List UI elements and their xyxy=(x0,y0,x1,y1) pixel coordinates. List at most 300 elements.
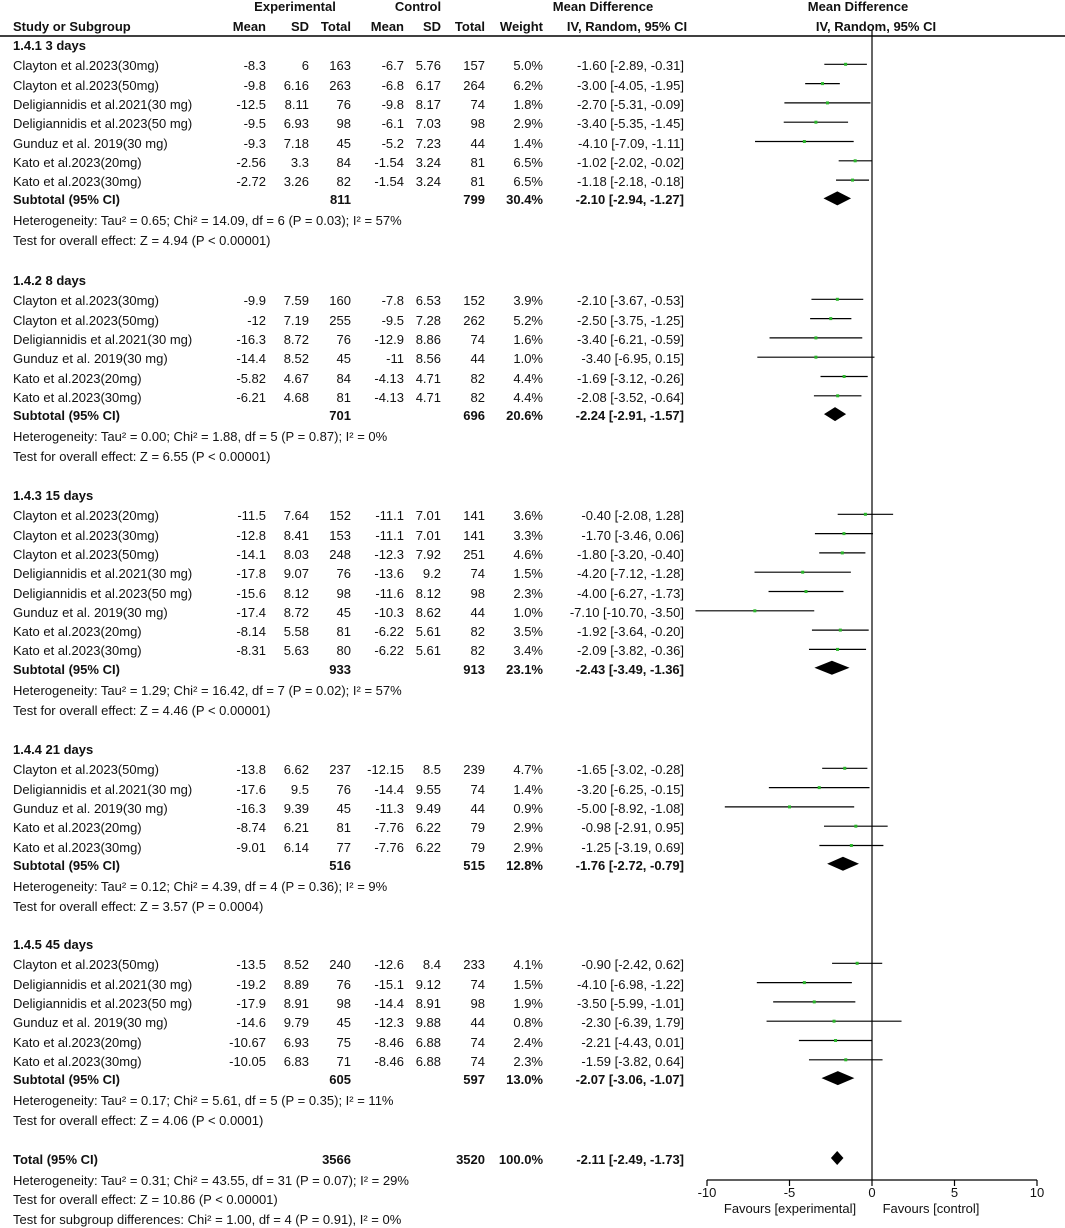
weight-value: 1.4% xyxy=(513,135,543,151)
md-ci-value: -3.40 [-6.21, -0.59] xyxy=(577,331,684,347)
exp-mean: -6.21 xyxy=(236,389,266,405)
subtotal-label: Subtotal (95% CI) xyxy=(13,857,120,873)
subtotal-ctrl-total: 799 xyxy=(463,192,485,208)
ctrl-total: 141 xyxy=(463,508,485,524)
header-md-method: IV, Random, 95% CI xyxy=(566,19,688,34)
exp-sd: 9.07 xyxy=(283,566,309,582)
exp-sd: 6.93 xyxy=(283,1034,309,1050)
md-ci-value: -4.00 [-6.27, -1.73] xyxy=(577,585,684,601)
ctrl-sd: 7.28 xyxy=(415,312,441,328)
ctrl-mean: -13.6 xyxy=(374,566,404,582)
ctrl-sd: 8.5 xyxy=(422,762,441,778)
exp-total: 75 xyxy=(336,1034,351,1050)
header-md-title: Mean Difference xyxy=(552,0,654,14)
ctrl-mean: -7.76 xyxy=(374,839,404,855)
exp-total: 76 xyxy=(336,781,351,797)
ctrl-total: 98 xyxy=(470,116,485,132)
ctrl-total: 98 xyxy=(470,995,485,1011)
ctrl-sd: 7.92 xyxy=(415,546,441,562)
point-estimate-marker xyxy=(854,825,857,828)
study-name: Kato et al.2023(20mg) xyxy=(13,370,142,386)
ctrl-mean: -12.9 xyxy=(374,331,404,347)
exp-mean: -17.9 xyxy=(236,995,266,1011)
md-ci-value: -3.20 [-6.25, -0.15] xyxy=(577,781,684,797)
total-ci: -2.11 [-2.49, -1.73] xyxy=(576,1152,684,1167)
ctrl-sd: 4.71 xyxy=(415,389,441,405)
study-name: Deligiannidis et al.2023(50 mg) xyxy=(13,995,193,1011)
ctrl-sd: 9.2 xyxy=(422,566,441,582)
md-ci-value: -3.50 [-5.99, -1.01] xyxy=(577,995,684,1011)
point-estimate-marker xyxy=(856,962,859,965)
ctrl-mean: -11.6 xyxy=(375,585,404,601)
weight-value: 1.9% xyxy=(513,995,543,1011)
subtotal-weight: 20.6% xyxy=(506,408,543,424)
ctrl-mean: -6.8 xyxy=(381,77,404,93)
exp-total: 45 xyxy=(336,604,351,620)
ctrl-sd: 6.22 xyxy=(415,820,441,836)
total-diamond xyxy=(831,1151,844,1165)
exp-sd: 8.72 xyxy=(283,604,309,620)
header-c-sd: SD xyxy=(422,19,441,34)
weight-value: 0.8% xyxy=(513,1015,543,1031)
exp-mean: -13.8 xyxy=(236,762,266,778)
exp-total: 76 xyxy=(336,976,351,992)
exp-total: 98 xyxy=(336,995,351,1011)
exp-total: 81 xyxy=(336,389,351,405)
exp-total: 45 xyxy=(336,351,351,367)
x-tick-label: 5 xyxy=(950,1185,959,1200)
study-name: Clayton et al.2023(20mg) xyxy=(13,508,159,524)
weight-value: 6.5% xyxy=(513,154,543,170)
ctrl-mean: -4.13 xyxy=(374,370,404,386)
study-name: Clayton et al.2023(50mg) xyxy=(13,546,159,562)
ctrl-total: 82 xyxy=(470,389,485,405)
point-estimate-marker xyxy=(814,356,817,359)
weight-value: 6.2% xyxy=(513,77,543,93)
ctrl-mean: -11.1 xyxy=(375,527,404,543)
md-ci-value: -4.10 [-7.09, -1.11] xyxy=(578,135,684,151)
weight-value: 2.4% xyxy=(513,1034,543,1050)
exp-mean: -9.8 xyxy=(243,77,266,93)
total-weight: 100.0% xyxy=(498,1152,543,1167)
exp-sd: 3.26 xyxy=(283,174,309,190)
ctrl-sd: 7.01 xyxy=(415,527,441,543)
exp-total: 84 xyxy=(336,370,351,386)
ctrl-total: 44 xyxy=(470,604,485,620)
exp-sd: 8.91 xyxy=(283,995,309,1011)
weight-value: 4.4% xyxy=(513,370,543,386)
md-ci-value: -0.40 [-2.08, 1.28] xyxy=(581,508,684,524)
subtotal-diamond xyxy=(822,1071,855,1085)
study-name: Kato et al.2023(30mg) xyxy=(13,174,142,190)
ctrl-mean: -15.1 xyxy=(374,976,404,992)
subgroup-difference-text: Test for subgroup differences: Chi² = 1.00, df = 4 (P = 0.91), I² = 0% xyxy=(13,1212,402,1227)
exp-total: 163 xyxy=(329,58,351,74)
ctrl-total: 157 xyxy=(463,58,485,74)
header-c-total: Total xyxy=(454,19,485,34)
point-estimate-marker xyxy=(850,844,853,847)
weight-value: 3.3% xyxy=(513,527,543,543)
study-name: Deligiannidis et al.2021(30 mg) xyxy=(13,331,193,347)
weight-value: 0.9% xyxy=(513,800,543,816)
ctrl-sd: 8.86 xyxy=(415,331,441,347)
subtotal-exp-total: 605 xyxy=(329,1072,351,1088)
point-estimate-marker xyxy=(851,179,854,182)
ctrl-mean: -9.5 xyxy=(381,312,404,328)
exp-mean: -17.6 xyxy=(236,781,266,797)
header-e-sd: SD xyxy=(290,19,309,34)
subtotal-ci: -2.24 [-2.91, -1.57] xyxy=(575,408,684,424)
weight-value: 1.8% xyxy=(513,96,543,112)
exp-sd: 5.63 xyxy=(283,643,309,659)
point-estimate-marker xyxy=(844,1058,847,1061)
weight-value: 2.9% xyxy=(513,839,543,855)
exp-mean: -12 xyxy=(247,312,266,328)
subtotal-ci: -2.07 [-3.06, -1.07] xyxy=(575,1072,684,1088)
point-estimate-marker xyxy=(839,629,842,632)
exp-total: 153 xyxy=(329,527,351,543)
exp-sd: 5.58 xyxy=(283,624,309,640)
ctrl-mean: -6.22 xyxy=(374,643,404,659)
ctrl-mean: -12.15 xyxy=(367,762,404,778)
header-e-mean: Mean xyxy=(232,19,266,34)
md-ci-value: -7.10 [-10.70, -3.50] xyxy=(569,604,684,620)
weight-value: 4.4% xyxy=(513,389,543,405)
md-ci-value: -0.90 [-2.42, 0.62] xyxy=(581,957,684,973)
md-ci-value: -1.59 [-3.82, 0.64] xyxy=(581,1053,684,1069)
study-name: Deligiannidis et al.2021(30 mg) xyxy=(13,566,193,582)
ctrl-total: 74 xyxy=(470,331,485,347)
study-name: Kato et al.2023(20mg) xyxy=(13,820,142,836)
md-ci-value: -1.69 [-3.12, -0.26] xyxy=(577,370,684,386)
ctrl-mean: -4.13 xyxy=(374,389,404,405)
exp-total: 240 xyxy=(329,957,351,973)
exp-sd: 4.68 xyxy=(283,389,309,405)
header-experimental: Experimental xyxy=(254,0,336,14)
exp-mean: -2.56 xyxy=(236,154,266,170)
md-ci-value: -3.40 [-5.35, -1.45] xyxy=(577,116,684,132)
favours-control-label: Favours [control] xyxy=(882,1201,980,1216)
ctrl-sd: 8.91 xyxy=(415,995,441,1011)
ctrl-total: 82 xyxy=(470,624,485,640)
exp-mean: -14.4 xyxy=(236,351,266,367)
weight-value: 2.9% xyxy=(513,820,543,836)
total-ctrl-total: 3520 xyxy=(456,1152,485,1167)
point-estimate-marker xyxy=(801,571,804,574)
weight-value: 1.5% xyxy=(513,566,543,582)
subtotal-label: Subtotal (95% CI) xyxy=(13,192,120,208)
header-plot-title: Mean Difference xyxy=(807,0,909,14)
exp-mean: -12.8 xyxy=(236,527,266,543)
ctrl-total: 44 xyxy=(470,351,485,367)
point-estimate-marker xyxy=(803,140,806,143)
exp-total: 76 xyxy=(336,566,351,582)
exp-total: 98 xyxy=(336,116,351,132)
x-tick-label: -5 xyxy=(783,1185,796,1200)
study-name: Clayton et al.2023(50mg) xyxy=(13,762,159,778)
point-estimate-marker xyxy=(864,513,867,516)
point-estimate-marker xyxy=(829,317,832,320)
header-plot-method: IV, Random, 95% CI xyxy=(815,19,937,34)
exp-mean: -17.4 xyxy=(236,604,266,620)
exp-sd: 6.93 xyxy=(283,116,309,132)
md-ci-value: -2.08 [-3.52, -0.64] xyxy=(577,389,684,405)
ctrl-total: 152 xyxy=(463,293,485,309)
exp-mean: -16.3 xyxy=(236,800,266,816)
ctrl-total: 74 xyxy=(470,1034,485,1050)
exp-mean: -17.8 xyxy=(236,566,266,582)
subtotal-ci: -2.10 [-2.94, -1.27] xyxy=(575,192,684,208)
point-estimate-marker xyxy=(805,590,808,593)
exp-sd: 8.03 xyxy=(283,546,309,562)
exp-total: 71 xyxy=(336,1053,351,1069)
ctrl-sd: 6.88 xyxy=(415,1053,441,1069)
exp-total: 77 xyxy=(336,839,351,855)
exp-total: 255 xyxy=(329,312,351,328)
exp-mean: -8.3 xyxy=(243,58,266,74)
ctrl-total: 82 xyxy=(470,643,485,659)
ctrl-mean: -11.1 xyxy=(375,508,404,524)
weight-value: 2.3% xyxy=(513,585,543,601)
heterogeneity-text: Heterogeneity: Tau² = 0.17; Chi² = 5.61, df = 5 (P = 0.35); I² = 11% xyxy=(13,1093,394,1109)
exp-sd: 7.59 xyxy=(283,293,309,309)
subtotal-ctrl-total: 515 xyxy=(463,857,485,873)
md-ci-value: -2.10 [-3.67, -0.53] xyxy=(577,293,684,309)
exp-sd: 6.14 xyxy=(283,839,309,855)
header-control: Control xyxy=(394,0,442,14)
exp-sd: 8.12 xyxy=(283,585,309,601)
exp-sd: 8.72 xyxy=(283,331,309,347)
weight-value: 4.6% xyxy=(513,546,543,562)
ctrl-total: 251 xyxy=(463,546,485,562)
exp-mean: -15.6 xyxy=(236,585,266,601)
subtotal-exp-total: 811 xyxy=(330,192,351,208)
study-name: Gunduz et al. 2019(30 mg) xyxy=(13,135,168,151)
study-name: Kato et al.2023(20mg) xyxy=(13,154,142,170)
subtotal-exp-total: 933 xyxy=(329,661,351,677)
subtotal-ctrl-total: 696 xyxy=(463,408,485,424)
subgroup-title: 1.4.3 15 days xyxy=(13,488,94,503)
study-name: Deligiannidis et al.2021(30 mg) xyxy=(13,781,193,797)
overall-effect-text: Test for overall effect: Z = 4.06 (P < 0.0001) xyxy=(13,1113,264,1129)
ctrl-total: 239 xyxy=(463,762,485,778)
ctrl-sd: 8.12 xyxy=(415,585,441,601)
point-estimate-marker xyxy=(836,648,839,651)
subtotal-weight: 12.8% xyxy=(506,857,543,873)
ctrl-total: 98 xyxy=(470,585,485,601)
exp-total: 263 xyxy=(329,77,351,93)
subtotal-label: Subtotal (95% CI) xyxy=(13,408,120,424)
exp-mean: -10.05 xyxy=(229,1053,266,1069)
exp-sd: 7.18 xyxy=(283,135,309,151)
exp-total: 45 xyxy=(336,1015,351,1031)
study-name: Clayton et al.2023(50mg) xyxy=(13,957,159,973)
subtotal-diamond xyxy=(823,191,851,205)
exp-total: 84 xyxy=(336,154,351,170)
md-ci-value: -0.98 [-2.91, 0.95] xyxy=(581,820,684,836)
weight-value: 5.0% xyxy=(513,58,543,74)
ctrl-mean: -6.1 xyxy=(381,116,404,132)
study-name: Clayton et al.2023(30mg) xyxy=(13,58,159,74)
md-ci-value: -4.20 [-7.12, -1.28] xyxy=(577,566,684,582)
exp-sd: 7.19 xyxy=(283,312,309,328)
md-ci-value: -5.00 [-8.92, -1.08] xyxy=(577,800,684,816)
header-c-mean: Mean xyxy=(370,19,404,34)
ctrl-total: 262 xyxy=(463,312,485,328)
heterogeneity-text: Heterogeneity: Tau² = 0.00; Chi² = 1.88, df = 5 (P = 0.87); I² = 0% xyxy=(13,429,388,445)
point-estimate-marker xyxy=(843,375,846,378)
ctrl-sd: 3.24 xyxy=(415,154,441,170)
exp-mean: -12.5 xyxy=(236,96,266,112)
md-ci-value: -1.70 [-3.46, 0.06] xyxy=(581,527,684,543)
subtotal-label: Subtotal (95% CI) xyxy=(13,661,120,677)
exp-total: 45 xyxy=(336,135,351,151)
exp-total: 45 xyxy=(336,800,351,816)
ctrl-total: 233 xyxy=(463,957,485,973)
ctrl-total: 82 xyxy=(470,370,485,386)
ctrl-mean: -1.54 xyxy=(374,154,404,170)
exp-sd: 9.79 xyxy=(283,1015,309,1031)
point-estimate-marker xyxy=(753,609,756,612)
ctrl-sd: 8.4 xyxy=(422,957,441,973)
weight-value: 3.5% xyxy=(513,624,543,640)
exp-total: 76 xyxy=(336,331,351,347)
total-exp-total: 3566 xyxy=(322,1152,351,1167)
point-estimate-marker xyxy=(842,532,845,535)
ctrl-mean: -1.54 xyxy=(374,174,404,190)
md-ci-value: -1.02 [-2.02, -0.02] xyxy=(577,154,684,170)
exp-total: 160 xyxy=(329,293,351,309)
subtotal-weight: 23.1% xyxy=(506,661,543,677)
md-ci-value: -2.50 [-3.75, -1.25] xyxy=(577,312,684,328)
subtotal-label: Subtotal (95% CI) xyxy=(13,1072,120,1088)
exp-total: 82 xyxy=(336,174,351,190)
subtotal-exp-total: 516 xyxy=(329,857,351,873)
exp-total: 248 xyxy=(329,546,351,562)
subgroup-title: 1.4.4 21 days xyxy=(13,742,94,757)
exp-sd: 4.67 xyxy=(283,370,309,386)
study-name: Deligiannidis et al.2023(50 mg) xyxy=(13,585,193,601)
study-name: Deligiannidis et al.2021(30 mg) xyxy=(13,976,193,992)
exp-sd: 7.64 xyxy=(283,508,309,524)
overall-effect-text: Test for overall effect: Z = 4.46 (P < 0.00001) xyxy=(13,702,271,718)
overall-effect-text: Test for overall effect: Z = 6.55 (P < 0.00001) xyxy=(13,449,271,465)
point-estimate-marker xyxy=(841,551,844,554)
md-ci-value: -1.65 [-3.02, -0.28] xyxy=(577,762,684,778)
ctrl-sd: 8.17 xyxy=(415,96,441,112)
point-estimate-marker xyxy=(826,101,829,104)
x-tick-label: -10 xyxy=(697,1185,717,1200)
point-estimate-marker xyxy=(833,1020,836,1023)
ctrl-total: 79 xyxy=(470,839,485,855)
ctrl-total: 74 xyxy=(470,1053,485,1069)
ctrl-sd: 4.71 xyxy=(415,370,441,386)
ctrl-total: 44 xyxy=(470,135,485,151)
exp-mean: -9.01 xyxy=(236,839,266,855)
subtotal-diamond xyxy=(827,857,859,871)
ctrl-total: 74 xyxy=(470,781,485,797)
md-ci-value: -1.92 [-3.64, -0.20] xyxy=(577,624,684,640)
weight-value: 2.9% xyxy=(513,116,543,132)
point-estimate-marker xyxy=(843,767,846,770)
exp-sd: 8.89 xyxy=(283,976,309,992)
ctrl-sd: 5.76 xyxy=(415,58,441,74)
x-tick-label: 0 xyxy=(868,1185,876,1200)
ctrl-sd: 7.01 xyxy=(415,508,441,524)
ctrl-mean: -6.22 xyxy=(374,624,404,640)
ctrl-total: 74 xyxy=(470,976,485,992)
md-ci-value: -2.09 [-3.82, -0.36] xyxy=(577,643,684,659)
exp-total: 81 xyxy=(336,624,351,640)
ctrl-sd: 9.88 xyxy=(415,1015,441,1031)
exp-mean: -11.5 xyxy=(237,508,266,524)
ctrl-mean: -7.8 xyxy=(381,293,404,309)
heterogeneity-text: Heterogeneity: Tau² = 0.12; Chi² = 4.39, df = 4 (P = 0.36); I² = 9% xyxy=(13,878,388,894)
ctrl-sd: 6.17 xyxy=(415,77,441,93)
md-ci-value: -3.40 [-6.95, 0.15] xyxy=(581,351,684,367)
ctrl-sd: 6.22 xyxy=(415,839,441,855)
point-estimate-marker xyxy=(836,394,839,397)
exp-sd: 3.3 xyxy=(290,154,309,170)
point-estimate-marker xyxy=(821,82,824,85)
exp-sd: 8.52 xyxy=(283,351,309,367)
total-label: Total (95% CI) xyxy=(13,1152,98,1167)
ctrl-sd: 9.12 xyxy=(415,976,441,992)
header-weight: Weight xyxy=(499,19,543,34)
point-estimate-marker xyxy=(814,121,817,124)
study-name: Deligiannidis et al.2021(30 mg) xyxy=(13,96,193,112)
weight-value: 1.6% xyxy=(513,331,543,347)
subtotal-weight: 30.4% xyxy=(506,192,543,208)
exp-sd: 6 xyxy=(301,58,309,74)
exp-sd: 9.5 xyxy=(290,781,309,797)
point-estimate-marker xyxy=(834,1039,837,1042)
ctrl-mean: -12.3 xyxy=(374,546,404,562)
weight-value: 6.5% xyxy=(513,174,543,190)
ctrl-mean: -5.2 xyxy=(381,135,404,151)
ctrl-mean: -6.7 xyxy=(381,58,404,74)
exp-mean: -5.82 xyxy=(236,370,266,386)
total-overall-effect-text: Test for overall effect: Z = 10.86 (P < 0.00001) xyxy=(13,1192,278,1207)
md-ci-value: -1.18 [-2.18, -0.18] xyxy=(577,174,684,190)
header-e-total: Total xyxy=(320,19,351,34)
ctrl-mean: -7.76 xyxy=(374,820,404,836)
exp-total: 76 xyxy=(336,96,351,112)
subtotal-exp-total: 701 xyxy=(329,408,351,424)
exp-sd: 6.21 xyxy=(283,820,309,836)
weight-value: 4.1% xyxy=(513,957,543,973)
ctrl-mean: -8.46 xyxy=(374,1053,404,1069)
ctrl-mean: -11.3 xyxy=(375,800,404,816)
md-ci-value: -1.25 [-3.19, 0.69] xyxy=(581,839,684,855)
heterogeneity-text: Heterogeneity: Tau² = 0.65; Chi² = 14.09, df = 6 (P = 0.03); I² = 57% xyxy=(13,213,402,229)
md-ci-value: -2.70 [-5.31, -0.09] xyxy=(577,96,684,112)
heterogeneity-text: Heterogeneity: Tau² = 1.29; Chi² = 16.42, df = 7 (P = 0.02); I² = 57% xyxy=(13,682,402,698)
x-tick-label: 10 xyxy=(1029,1185,1045,1200)
exp-mean: -2.72 xyxy=(236,174,266,190)
exp-mean: -13.5 xyxy=(236,957,266,973)
ctrl-sd: 3.24 xyxy=(415,174,441,190)
exp-mean: -16.3 xyxy=(236,331,266,347)
weight-value: 3.4% xyxy=(513,643,543,659)
ctrl-sd: 9.49 xyxy=(415,800,441,816)
total-heterogeneity-text: Heterogeneity: Tau² = 0.31; Chi² = 43.55, df = 31 (P = 0.07); I² = 29% xyxy=(13,1173,409,1188)
ctrl-sd: 7.23 xyxy=(415,135,441,151)
ctrl-total: 74 xyxy=(470,566,485,582)
ctrl-total: 264 xyxy=(463,77,485,93)
ctrl-mean: -14.4 xyxy=(374,995,404,1011)
exp-mean: -14.6 xyxy=(236,1015,266,1031)
